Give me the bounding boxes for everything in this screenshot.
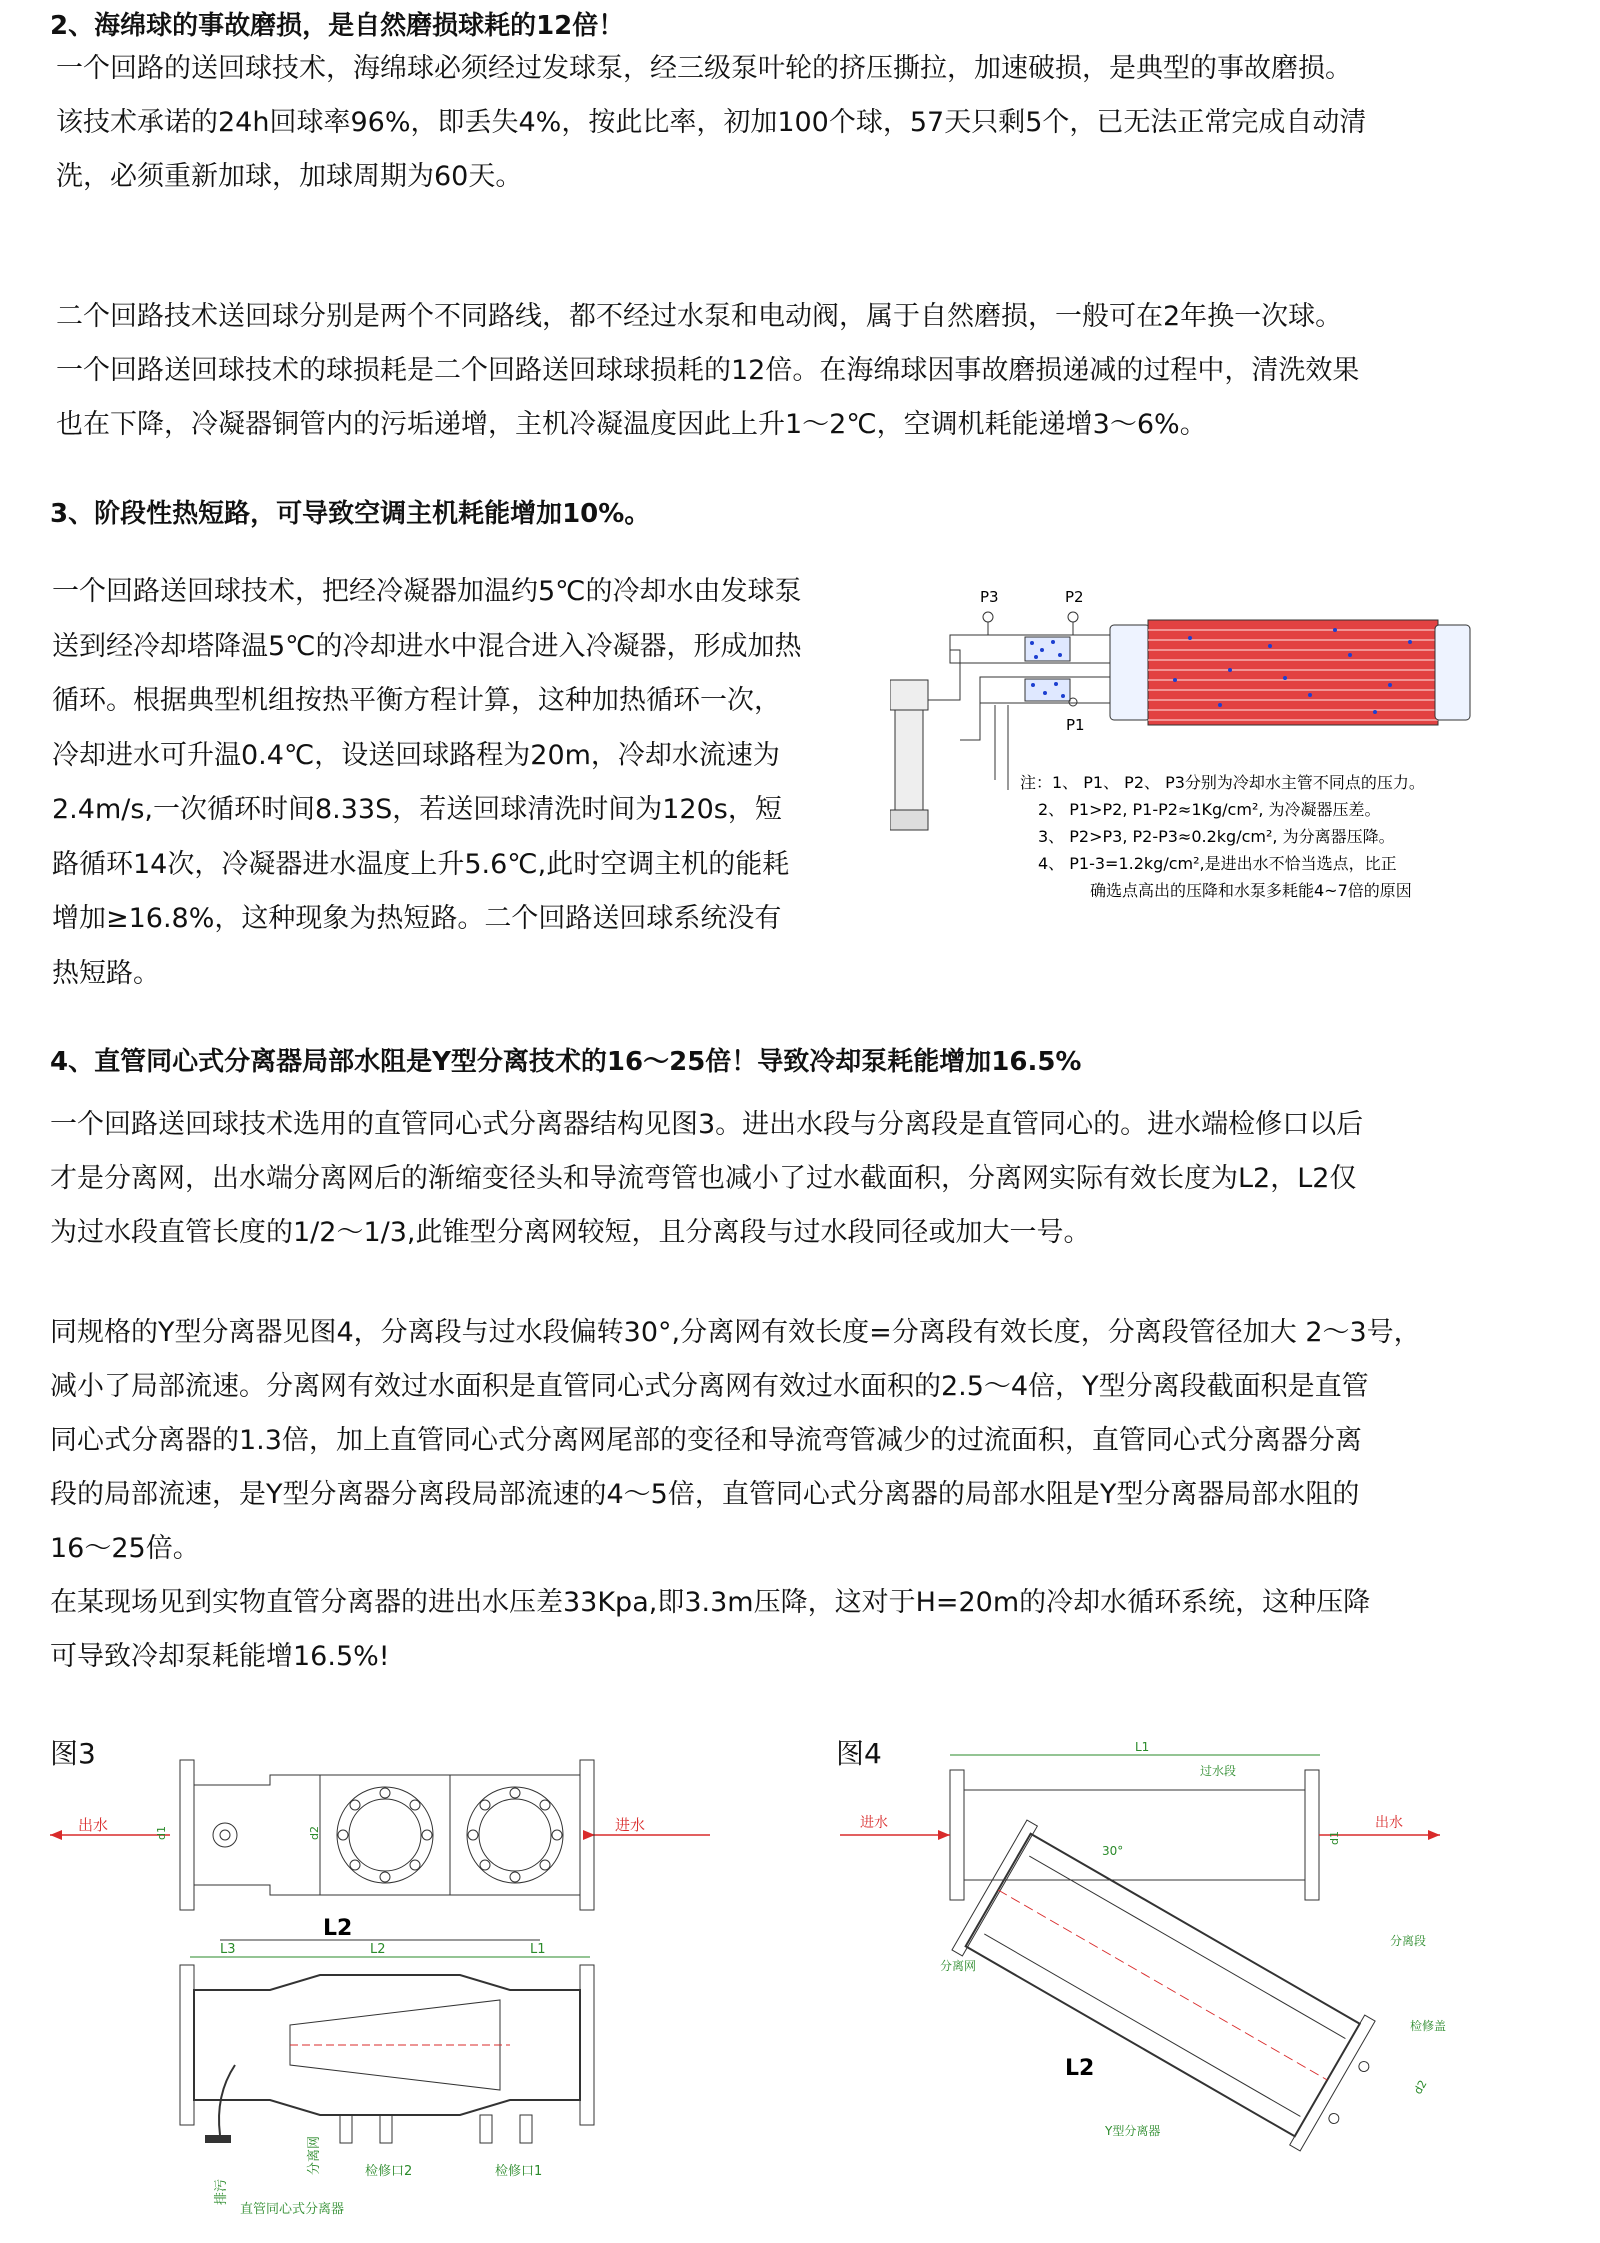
section-3-para-1: 一个回路送回球技术，把经冷凝器加温约5℃的冷却水由发球泵 送到经冷却塔降温5℃的冷却进水中混合进入冷凝器，形成加热 循环。根据典型机组按热平衡方程计算，这种加热循环一次， 冷却进水可升温0.4℃，设送回球路程为20m，冷却水流速为 2.4m/s,一次循环时间8.33S，若送回球清洗时间为120s，短 路循环14次，冷凝器进水温度上升5.6℃,此时空调主机的能耗 增加≥16.8%，这种现象为热短路。二个回路送回球系统没有 热短路。 [52, 576, 802, 989]
fig3-port2-label: 检修口2 [365, 2164, 413, 2179]
fig3-title-label: 直管同心式分离器 [240, 2202, 345, 2217]
diagram-note-5: 确选点高出的压降和水泵多耗能4~7倍的原因 [1090, 881, 1412, 900]
fig3-l2-label: L2 [323, 1916, 353, 1941]
condenser-diagram [890, 580, 1550, 920]
section-2-para-2: 二个回路技术送回球分别是两个不同路线，都不经过水泵和电动阀，属于自然磨损，一般可在2年换一次球。 一个回路送回球技术的球损耗是二个回路送回球球损耗的12倍。在海绵球因事故磨损递减的过程中，清洗效果 也在下降，冷凝器铜管内的污垢递增，主机冷凝温度因此上升1～2℃，空调机耗能递增3～6%。 [56, 301, 1360, 440]
diagram-note-3: 3、 P2>P3, P2-P3≈0.2kg/cm², 为分离器压降。 [1038, 827, 1395, 846]
fig3-caption: 图3 [50, 1737, 96, 1770]
fig3-l3-label: L3 [220, 1942, 236, 1957]
fig4-sep-label: 分离段 [1390, 1934, 1427, 1948]
fig3-port1-label: 检修口1 [495, 2164, 543, 2179]
fig4-drawing [820, 1735, 1580, 2215]
section-4-para-1: 一个回路送回球技术选用的直管同心式分离器结构见图3。进出水段与分离段是直管同心的。进水端检修口以后 才是分离网，出水端分离网后的渐缩变径头和导流弯管也减小了过水截面积，分离网实际有效长度为L2，L2仅 为过水段直管长度的1/2～1/3,此锥型分离网较短，且分离段与过水段同径或加大一号。 [50, 1109, 1364, 1248]
fig3-outlet-label: 出水 [78, 1816, 109, 1834]
fig4-d2-label: d2 [1411, 2077, 1430, 2097]
p1-label: P1 [1066, 716, 1085, 734]
p3-label: P3 [980, 588, 999, 606]
section-4-heading: 4、直管同心式分离器局部水阻是Y型分离技术的16～25倍！导致冷却泵耗能增加16.5% [50, 1047, 1082, 1077]
fig3-d2-label: d2 [308, 1826, 321, 1840]
fig4-caption: 图4 [836, 1737, 882, 1770]
fig3-drawing [40, 1735, 740, 2235]
fig3-inlet-label: 进水 [615, 1816, 646, 1834]
fig4-pass-label: 过水段 [1200, 1764, 1237, 1778]
fig4-title-label: Y型分离器 [1105, 2124, 1161, 2138]
fig4-port-label: 检修盖 [1410, 2019, 1447, 2033]
diagram-note-4: 4、 P1-3=1.2kg/cm²,是进出水不恰当选点，比正 [1038, 854, 1397, 873]
section-4-para-2: 同规格的Y型分离器见图4，分离段与过水段偏转30°,分离网有效长度=分离段有效长度，分离段管径加大 2～3号， 减小了局部流速。分离网有效过水面积是直管同心式分离网有效过水面积的2.5～4倍，Y型分离段截面积是直管 同心式分离器的1.3倍，加上直管同心式分离网尾部的变径和导流弯管减少的过流面积，直管同心式分离器分离 段的局部流速，是Y型分离器分离段局部流速的4～5倍，直管同心式分离器的局部水阻是Y型分离器局部水阻的 16～25倍。 在某现场见到实物直管分离器的进出水压差33Kpa,即3.3m压降，这对于H=20m的冷却水循环系统，这种压降 可导致冷却泵耗能增16.5%! [50, 1317, 1421, 1672]
p2-label: P2 [1065, 588, 1084, 606]
fig3-d1-label: d1 [155, 1826, 168, 1840]
fig4-inlet-label: 进水 [860, 1815, 888, 1831]
fig4-l1-label: L1 [1135, 1740, 1150, 1754]
fig4-outlet-label: 出水 [1375, 1815, 1403, 1831]
fig3-l1-label: L1 [530, 1942, 546, 1957]
section-2-para-1: 一个回路的送回球技术，海绵球必须经过发球泵，经三级泵叶轮的挤压撕拉，加速破损，是典型的事故磨损。 该技术承诺的24h回球率96%，即丢失4%，按此比率，初加100个球，57天只剩5个，已无法正常完成自动清 洗，必须重新加球，加球周期为60天。 [56, 53, 1367, 192]
diagram-note-1: 注：1、 P1、 P2、 P3分别为冷却水主管不同点的压力。 [1020, 773, 1425, 792]
fig4-angle-label: 30° [1102, 1844, 1124, 1858]
fig3-drain-label: 排污 [214, 2178, 229, 2205]
section-2-heading: 2、海绵球的事故磨损，是自然磨损球耗的12倍！ [50, 11, 625, 41]
diagram-note-2: 2、 P1>P2, P1-P2≈1Kg/cm², 为冷凝器压差。 [1038, 800, 1381, 819]
fig4-l2-label: L2 [1065, 2056, 1095, 2081]
fig4-d1-label: d1 [1328, 1831, 1341, 1845]
fig3-mesh-label: 分离网 [307, 2135, 322, 2175]
section-3-heading: 3、阶段性热短路，可导致空调主机耗能增加10%。 [50, 499, 651, 529]
fig3-l2-small-label: L2 [370, 1942, 386, 1957]
fig4-mesh-label: 分离网 [940, 1959, 977, 1973]
